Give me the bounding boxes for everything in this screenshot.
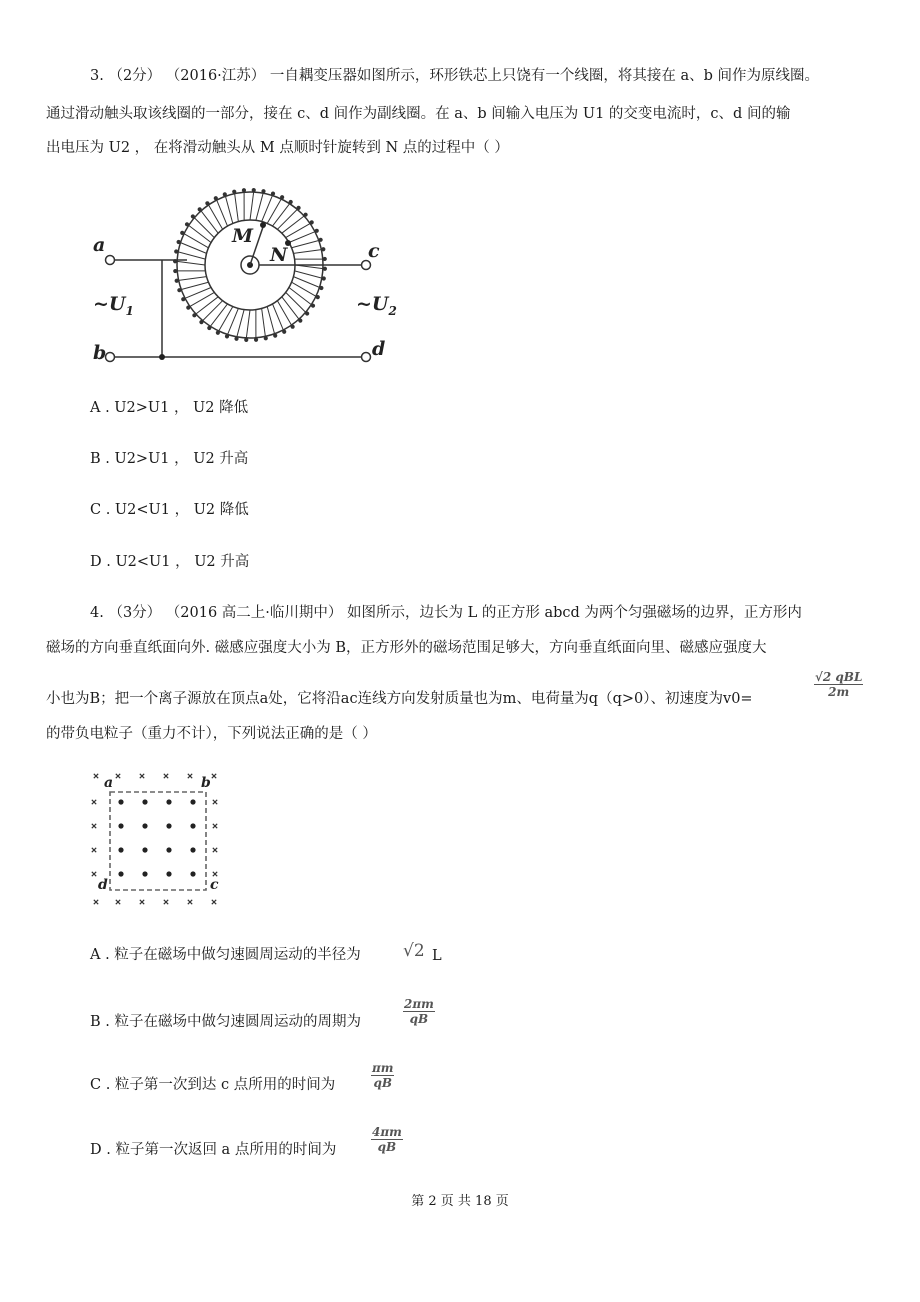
winding-line — [289, 288, 311, 305]
winding-line — [210, 304, 227, 326]
q3-option-d: D . U2<U1 ， U2 升高 — [90, 554, 250, 570]
field-dot-out-of-page — [142, 823, 147, 828]
q3-option-a: A . U2>U1 ， U2 降低 — [90, 400, 249, 416]
field-cross-into-page — [212, 774, 216, 778]
q4-option-a — [90, 945, 361, 965]
q4-option-c-fraction — [371, 1062, 394, 1089]
field-cross-into-page — [164, 774, 168, 778]
winding-line — [292, 240, 319, 247]
label-a: a — [93, 234, 106, 256]
winding-dot — [242, 189, 245, 192]
q4-option-a-sqrt: √2 — [403, 941, 425, 961]
winding-dot — [174, 269, 177, 272]
field-cross-into-page — [94, 900, 98, 904]
field-dot-out-of-page — [166, 871, 171, 876]
q3-line-3: 出电压为 U2 ， 在将滑动触头从 M 点顺时针旋转到 N 点的过程中（ ） — [46, 140, 509, 156]
winding-line — [282, 297, 299, 319]
q4-option-d: D . 粒子第一次返回 a 点所用的时间为 — [90, 1142, 337, 1158]
field-dot-out-of-page — [142, 847, 147, 852]
field-cross-into-page — [213, 824, 217, 828]
winding-line — [181, 282, 208, 289]
field-dot-out-of-page — [190, 871, 195, 876]
winding-line — [194, 218, 214, 238]
winding-line — [262, 308, 266, 336]
field-cross-into-page — [164, 900, 168, 904]
field-cross-into-page — [92, 848, 96, 852]
terminal-a — [106, 256, 115, 265]
winding-line — [177, 261, 205, 265]
page-footer: 第 2 页 共 18 页 — [411, 1194, 509, 1209]
field-dot-out-of-page — [142, 871, 147, 876]
winding-line — [282, 216, 304, 233]
field-dot-out-of-page — [190, 799, 195, 804]
field-cross-into-page — [116, 774, 120, 778]
winding-dot — [173, 260, 176, 263]
label-U1: $\sim U_1$ — [93, 293, 134, 318]
label-sq-b: b — [201, 775, 211, 791]
q4-option-b-num: 2πm — [404, 997, 434, 1011]
v0-numerator: √2 qBL — [815, 670, 863, 684]
field-cross-into-page — [94, 774, 98, 778]
q4-line-3: 小也为B；把一个离子源放在顶点a处，它将沿ac连线方向发射质量也为m、电荷量为q（q>0）、初速度为v0= — [46, 691, 753, 707]
field-cross-into-page — [116, 900, 120, 904]
label-sq-a: a — [104, 775, 114, 791]
v0-denominator: 2m — [828, 685, 850, 699]
winding-line — [295, 271, 322, 278]
q4-option-a-text: A . 粒子在磁场中做匀速圆周运动的半径为 — [90, 947, 361, 963]
winding-line — [277, 209, 297, 229]
q4-option-b-fraction — [403, 998, 435, 1025]
field-cross-into-page — [212, 900, 216, 904]
field-cross-into-page — [92, 800, 96, 804]
field-dot-out-of-page — [166, 847, 171, 852]
winding-line — [189, 225, 211, 242]
q3-line-2: 通过滑动触头取该线圈的一部分，接在 c、d 间作为副线圈。在 a、b 间输入电压为 U1 的交变电流时，c、d 间的输 — [46, 106, 791, 122]
winding-dot — [323, 267, 326, 270]
winding-line — [225, 196, 232, 223]
q3-line-1: 3. （2分） （2016·江苏） 一自耦变压器如图所示，环形铁芯上只饶有一个线圈，将其接在 a、b 间作为原线圈。 — [90, 68, 820, 84]
label-U2: $\sim U_2$ — [356, 293, 397, 318]
winding-dot — [323, 257, 326, 260]
field-cross-into-page — [140, 900, 144, 904]
winding-line — [235, 194, 239, 222]
winding-line — [203, 301, 223, 321]
label-b: b — [93, 342, 107, 364]
winding-line — [179, 277, 207, 281]
winding-line — [256, 193, 263, 220]
q4-option-c: C . 粒子第一次到达 c 点所用的时间为 — [90, 1077, 336, 1093]
label-sq-c: c — [210, 877, 219, 893]
field-cross-into-page — [213, 800, 217, 804]
field-cross-into-page — [92, 872, 96, 876]
winding-dot — [245, 338, 248, 341]
field-dot-out-of-page — [118, 799, 123, 804]
winding-dot — [254, 338, 257, 341]
terminal-b — [106, 353, 115, 362]
field-cross-into-page — [213, 872, 217, 876]
label-M: M — [232, 225, 254, 247]
field-dot-out-of-page — [142, 799, 147, 804]
q4-line-4: 的带负电粒子（重力不计），下列说法正确的是（ ） — [46, 726, 377, 742]
q3-figure-transformer — [90, 185, 400, 385]
field-cross-into-page — [188, 774, 192, 778]
label-d: d — [372, 338, 386, 360]
q4-option-c-den: qB — [373, 1076, 393, 1090]
winding-line — [246, 310, 250, 338]
winding-line — [293, 250, 321, 254]
q4-option-b: B . 粒子在磁场中做匀速圆周运动的周期为 — [90, 1014, 361, 1030]
label-c: c — [368, 240, 380, 262]
winding-dot — [252, 188, 255, 191]
q4-line-2: 磁场的方向垂直纸面向外. 磁感应强度大小为 B，正方形外的磁场范围足够大，方向垂直纸面向里、磁感应强度大 — [46, 640, 767, 656]
v0-fraction — [814, 671, 863, 698]
winding-line — [178, 252, 205, 259]
winding-line — [273, 204, 290, 226]
q4-option-a-tail: L — [432, 948, 442, 964]
field-dot-out-of-page — [118, 871, 123, 876]
field-dot-out-of-page — [190, 823, 195, 828]
winding-line — [196, 297, 218, 314]
q4-option-d-num: 4πm — [372, 1125, 402, 1139]
q4-figure-magnetic-field — [88, 772, 220, 907]
field-dot-out-of-page — [166, 799, 171, 804]
q4-option-b-den: qB — [409, 1012, 429, 1026]
winding-line — [201, 211, 218, 233]
q3-option-b: B . U2>U1 ， U2 升高 — [90, 451, 249, 467]
field-cross-into-page — [188, 900, 192, 904]
q3-option-c: C . U2<U1 ， U2 降低 — [90, 502, 249, 518]
winding-line — [286, 292, 306, 312]
q4-option-d-fraction — [371, 1126, 403, 1153]
field-cross-into-page — [140, 774, 144, 778]
field-dot-out-of-page — [166, 823, 171, 828]
q4-line-1: 4. （3分） （2016 高二上·临川期中） 如图所示，边长为 L 的正方形 abcd 为两个匀强磁场的边界，正方形内 — [90, 605, 802, 621]
field-dot-out-of-page — [190, 847, 195, 852]
terminal-d — [362, 353, 371, 362]
field-dot-out-of-page — [118, 847, 123, 852]
winding-line — [250, 192, 254, 220]
q4-option-d-den: qB — [377, 1140, 397, 1154]
field-dot-out-of-page — [118, 823, 123, 828]
field-cross-into-page — [213, 848, 217, 852]
label-N: N — [270, 244, 288, 266]
field-cross-into-page — [92, 824, 96, 828]
winding-line — [267, 307, 274, 334]
q4-option-c-num: πm — [372, 1061, 394, 1075]
label-sq-d: d — [98, 877, 108, 893]
winding-line — [237, 310, 244, 337]
point-M-dot — [260, 222, 266, 228]
